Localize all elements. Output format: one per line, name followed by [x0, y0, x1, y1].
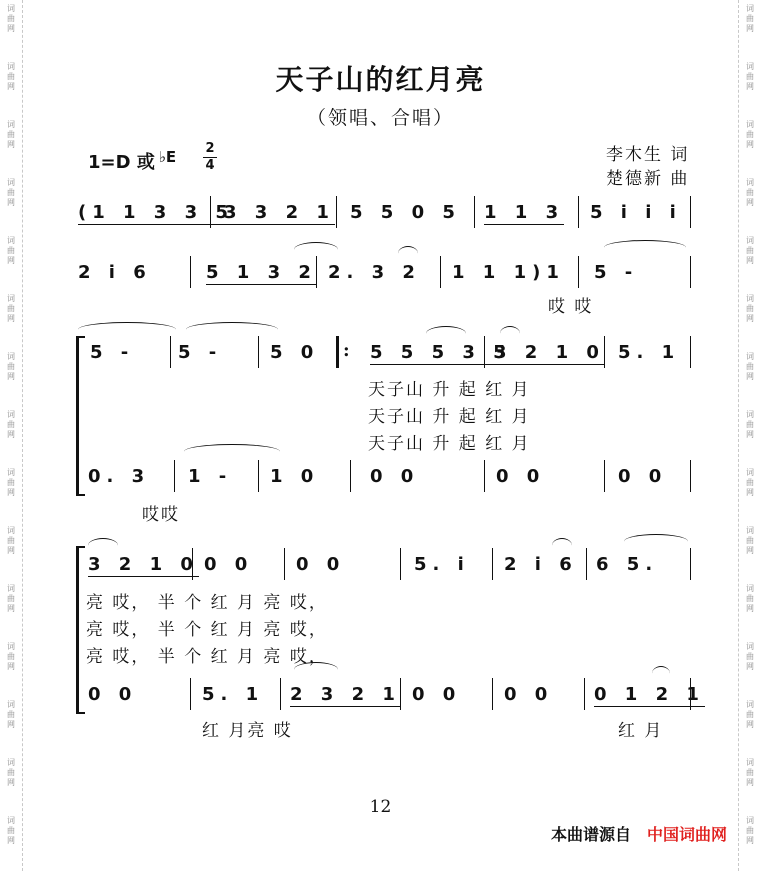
watermark-mark: 词 曲 网	[746, 352, 754, 381]
watermark-mark: 词 曲 网	[7, 526, 15, 555]
song-title: 天子山的红月亮	[275, 63, 486, 96]
watermark-mark: 词 曲 网	[746, 62, 754, 91]
measure: 5 -	[594, 262, 639, 283]
measure: 5 5 0 5	[350, 202, 461, 223]
measure: 3 2 1 0	[88, 554, 199, 575]
footer-source: 本曲谱源自	[550, 825, 631, 844]
watermark-mark: 词 曲 网	[7, 816, 15, 845]
watermark-mark: 词 曲 网	[7, 584, 15, 613]
verse-2: 亮 哎， 半 个 红 月 亮 哎，	[86, 620, 328, 640]
measure: 2. 3 2	[328, 262, 421, 283]
measure: 1 1 1)1	[452, 262, 565, 283]
measure: 5 i i i	[590, 202, 682, 223]
watermark-mark: 词 曲 网	[746, 642, 754, 671]
measure: 0 0	[204, 554, 254, 575]
system-3-lower	[78, 456, 690, 496]
watermark-mark: 词 曲 网	[7, 294, 15, 323]
measure: 6 5.	[596, 554, 659, 575]
composer-credit: 楚德新 曲	[606, 169, 690, 189]
measure: 0 0	[504, 684, 554, 705]
song-subtitle: （领唱、合唱）	[306, 107, 454, 129]
verse-2: 天子山 升 起 红 月	[368, 407, 531, 427]
lower-lyric: 红 月	[618, 721, 664, 741]
watermark-mark: 词 曲 网	[7, 178, 15, 207]
time-signature-bottom: 4	[205, 158, 215, 173]
measure: 5. 1	[618, 342, 681, 363]
watermark-mark: 词 曲 网	[7, 352, 15, 381]
lyric-line: 哎 哎	[548, 297, 594, 317]
system-4-lower	[78, 674, 705, 714]
measure: 5 5 5 3 5	[370, 342, 512, 363]
watermark-mark: 词 曲 网	[746, 700, 754, 729]
watermark-mark: 词 曲 网	[7, 758, 15, 787]
watermark-mark: 词 曲 网	[7, 120, 15, 149]
time-signature-top: 2	[205, 141, 215, 156]
watermark-mark: 词 曲 网	[746, 468, 754, 497]
measure: 0 0	[296, 554, 346, 575]
measure: 2 3 2 1	[290, 684, 401, 705]
measure: 2 i 6	[78, 262, 152, 283]
measure: 1 -	[188, 466, 233, 487]
watermark-mark: 词 曲 网	[746, 294, 754, 323]
watermark-mark: 词 曲 网	[746, 816, 754, 845]
verse-3: 亮 哎， 半 个 红 月 亮 哎，	[86, 647, 328, 667]
lower-lyric: 红 月亮 哎	[202, 721, 293, 741]
measure: 2 i 6	[504, 554, 578, 575]
measure: 0 0	[88, 684, 138, 705]
watermark-mark: 词 曲 网	[7, 410, 15, 439]
right-margin-watermark	[738, 0, 761, 871]
measure: 5. 1	[202, 684, 265, 705]
watermark-mark: 词 曲 网	[7, 236, 15, 265]
measure: 0 0	[412, 684, 462, 705]
watermark-mark: 词 曲 网	[746, 410, 754, 439]
system-2	[78, 252, 690, 292]
lower-lyric: 哎哎	[142, 505, 180, 525]
watermark-mark: 词 曲 网	[7, 642, 15, 671]
time-signature	[203, 142, 217, 173]
watermark-mark: 词 曲 网	[746, 526, 754, 555]
watermark-mark: 词 曲 网	[7, 4, 15, 33]
measure: 0 0	[618, 466, 668, 487]
verse-1: 天子山 升 起 红 月	[368, 380, 531, 400]
measure: 5 0	[270, 342, 320, 363]
measure: 3 3 2 1	[224, 202, 335, 223]
system-4-upper	[78, 544, 690, 584]
measure: 5. i	[414, 554, 470, 575]
verse-3: 天子山 升 起 红 月	[368, 434, 531, 454]
measure: 0 0	[496, 466, 546, 487]
watermark-mark: 词 曲 网	[746, 120, 754, 149]
measure: 0 0	[370, 466, 420, 487]
key-flat: ♭E	[158, 148, 177, 166]
system-1	[78, 192, 690, 232]
source-footer	[551, 822, 727, 845]
key-main: 1=D 或	[88, 152, 155, 173]
measure: 1 0	[270, 466, 320, 487]
watermark-mark: 词 曲 网	[7, 468, 15, 497]
watermark-mark: 词 曲 网	[746, 178, 754, 207]
measure: 0. 3	[88, 466, 151, 487]
system-3-upper	[78, 332, 690, 372]
watermark-mark: 词 曲 网	[7, 62, 15, 91]
measure: 3 2 1 0	[494, 342, 605, 363]
measure: 0 1 2 1	[594, 684, 705, 705]
lyricist-credit: 李木生 词	[606, 145, 690, 165]
verse-1: 亮 哎， 半 个 红 月 亮 哎，	[86, 593, 328, 613]
footer-site-link[interactable]: 中国词曲网	[646, 825, 727, 844]
measure: (1 1 3 3 5	[78, 202, 234, 223]
watermark-mark: 词 曲 网	[746, 4, 754, 33]
page-number: 12	[369, 797, 392, 817]
left-margin-watermark	[0, 0, 23, 871]
watermark-mark: 词 曲 网	[746, 236, 754, 265]
measure: 5 -	[178, 342, 223, 363]
watermark-mark: 词 曲 网	[746, 758, 754, 787]
watermark-mark: 词 曲 网	[746, 584, 754, 613]
key-signature	[88, 148, 176, 174]
measure: 5 -	[90, 342, 135, 363]
measure: 5 1 3 2	[206, 262, 317, 283]
measure: 1 1 3	[484, 202, 565, 223]
watermark-mark: 词 曲 网	[7, 700, 15, 729]
